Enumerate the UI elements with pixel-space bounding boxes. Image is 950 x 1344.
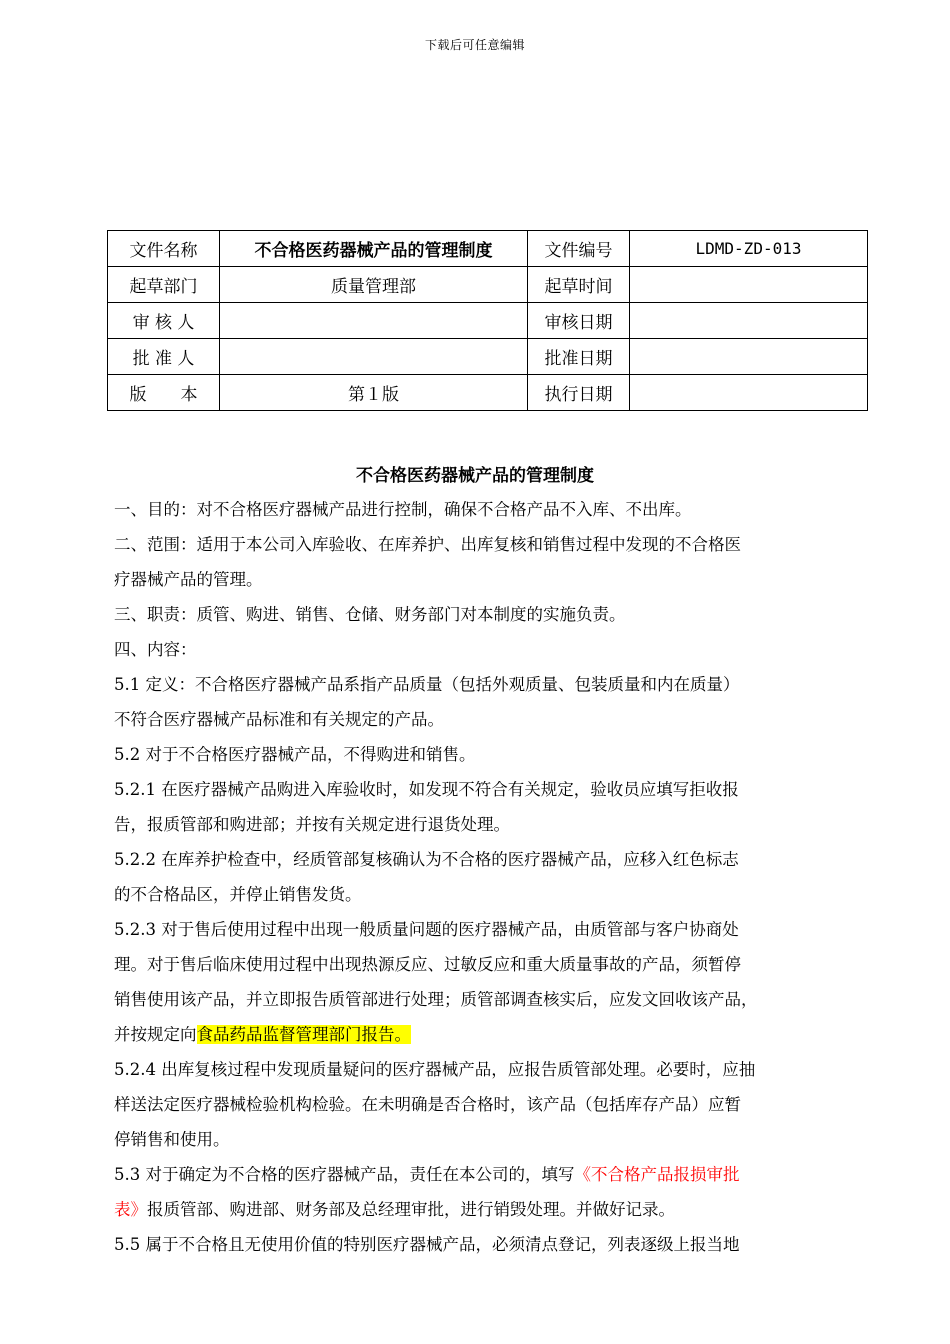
table-row — [108, 267, 868, 303]
clause-5-2-2-line-1: 5.2.2 在库养护检查中，经质管部复核确认为不合格的医疗器械产品，应移入红色标志 — [114, 850, 739, 869]
table-cell-reviewer — [220, 303, 528, 339]
table-cell-label: 批准日期 — [528, 339, 630, 375]
document-info-table — [107, 230, 868, 411]
clause-5-2-3-line-1: 5.2.3 对于售后使用过程中出现一般质量问题的医疗器械产品，由质管部与客户协商处 — [114, 920, 739, 939]
table-row — [108, 339, 868, 375]
form-name-red-text: 《不合格产品报损审批 — [574, 1165, 740, 1184]
purpose-paragraph: 一、目的：对不合格医疗器械产品进行控制，确保不合格产品不入库、不出库。 — [114, 500, 692, 519]
table-cell-label: 起草部门 — [108, 267, 220, 303]
clause-5-2-4-line-1: 5.2.4 出库复核过程中发现质量疑问的医疗器械产品，应报告质管部处理。必要时，应抽 — [114, 1060, 756, 1079]
table-cell-approver — [220, 339, 528, 375]
table-cell-label: 起草时间 — [528, 267, 630, 303]
page-header-note: 下载后可任意编辑 — [424, 38, 525, 52]
highlighted-text: 食品药品监督管理部门报告。 — [196, 1025, 411, 1044]
table-row — [108, 375, 868, 411]
responsibility-paragraph: 三、职责：质管、购进、销售、仓储、财务部门对本制度的实施负责。 — [114, 605, 626, 624]
clause-5-3-line-1 — [114, 1157, 862, 1192]
clause-5-3-text: 5.3 对于确定为不合格的医疗器械产品，责任在本公司的，填写 — [114, 1165, 575, 1184]
table-cell-label: 文件编号 — [528, 231, 630, 267]
table-cell-draft-time — [630, 267, 868, 303]
document-title: 不合格医药器械产品的管理制度 — [356, 466, 594, 486]
table-cell-label: 文件名称 — [108, 231, 220, 267]
clause-5-2-3-line-4 — [114, 1017, 862, 1052]
scope-paragraph-line-1: 二、范围：适用于本公司入库验收、在库养护、出库复核和销售过程中发现的不合格医 — [114, 535, 741, 554]
clause-5-2-3-text: 并按规定向 — [114, 1025, 197, 1044]
document-body — [114, 492, 862, 1262]
clause-5-1-line-2: 不符合医疗器械产品标准和有关规定的产品。 — [114, 710, 444, 729]
clause-5-2-3-line-2: 理。对于售后临床使用过程中出现热源反应、过敏反应和重大质量事故的产品，须暂停 — [114, 955, 741, 974]
table-cell-doc-name: 不合格医药器械产品的管理制度 — [220, 231, 528, 267]
table-cell-label: 审核日期 — [528, 303, 630, 339]
table-cell-label: 版 本 — [108, 375, 220, 411]
table-cell-label: 审 核 人 — [108, 303, 220, 339]
clause-5-3-line-2 — [114, 1192, 862, 1227]
table-cell-version: 第１版 — [220, 375, 528, 411]
clause-5-2-2-line-2: 的不合格品区，并停止销售发货。 — [114, 885, 362, 904]
clause-5-2-4-line-3: 停销售和使用。 — [114, 1130, 230, 1149]
clause-5-2: 5.2 对于不合格医疗器械产品，不得购进和销售。 — [114, 745, 476, 764]
table-cell-label: 执行日期 — [528, 375, 630, 411]
clause-5-5-line-1: 5.5 属于不合格且无使用价值的特别医疗器械产品，必须清点登记，列表逐级上报当地 — [114, 1235, 740, 1254]
clause-5-2-1-line-2: 告，报质管部和购进部；并按有关规定进行退货处理。 — [114, 815, 510, 834]
table-row — [108, 231, 868, 267]
table-cell-review-date — [630, 303, 868, 339]
table-cell-department: 质量管理部 — [220, 267, 528, 303]
clause-5-3-text: 报质管部、购进部、财务部及总经理审批，进行销毁处理。并做好记录。 — [147, 1200, 675, 1219]
clause-5-2-4-line-2: 样送法定医疗器械检验机构检验。在未明确是否合格时，该产品（包括库存产品）应暂 — [114, 1095, 741, 1114]
table-cell-effective-date — [630, 375, 868, 411]
form-name-red-text: 表》 — [114, 1200, 147, 1219]
clause-5-2-3-line-3: 销售使用该产品，并立即报告质管部进行处理；质管部调查核实后，应发文回收该产品， — [114, 990, 758, 1009]
table-cell-label: 批 准 人 — [108, 339, 220, 375]
table-row — [108, 303, 868, 339]
content-heading: 四、内容： — [114, 640, 197, 659]
table-cell-doc-number: LDMD-ZD-013 — [630, 231, 868, 267]
table-cell-approve-date — [630, 339, 868, 375]
clause-5-2-1-line-1: 5.2.1 在医疗器械产品购进入库验收时，如发现不符合有关规定，验收员应填写拒收报 — [114, 780, 739, 799]
scope-paragraph-line-2: 疗器械产品的管理。 — [114, 570, 263, 589]
clause-5-1-line-1: 5.1 定义：不合格医疗器械产品系指产品质量（包括外观质量、包装质量和内在质量） — [114, 675, 740, 694]
